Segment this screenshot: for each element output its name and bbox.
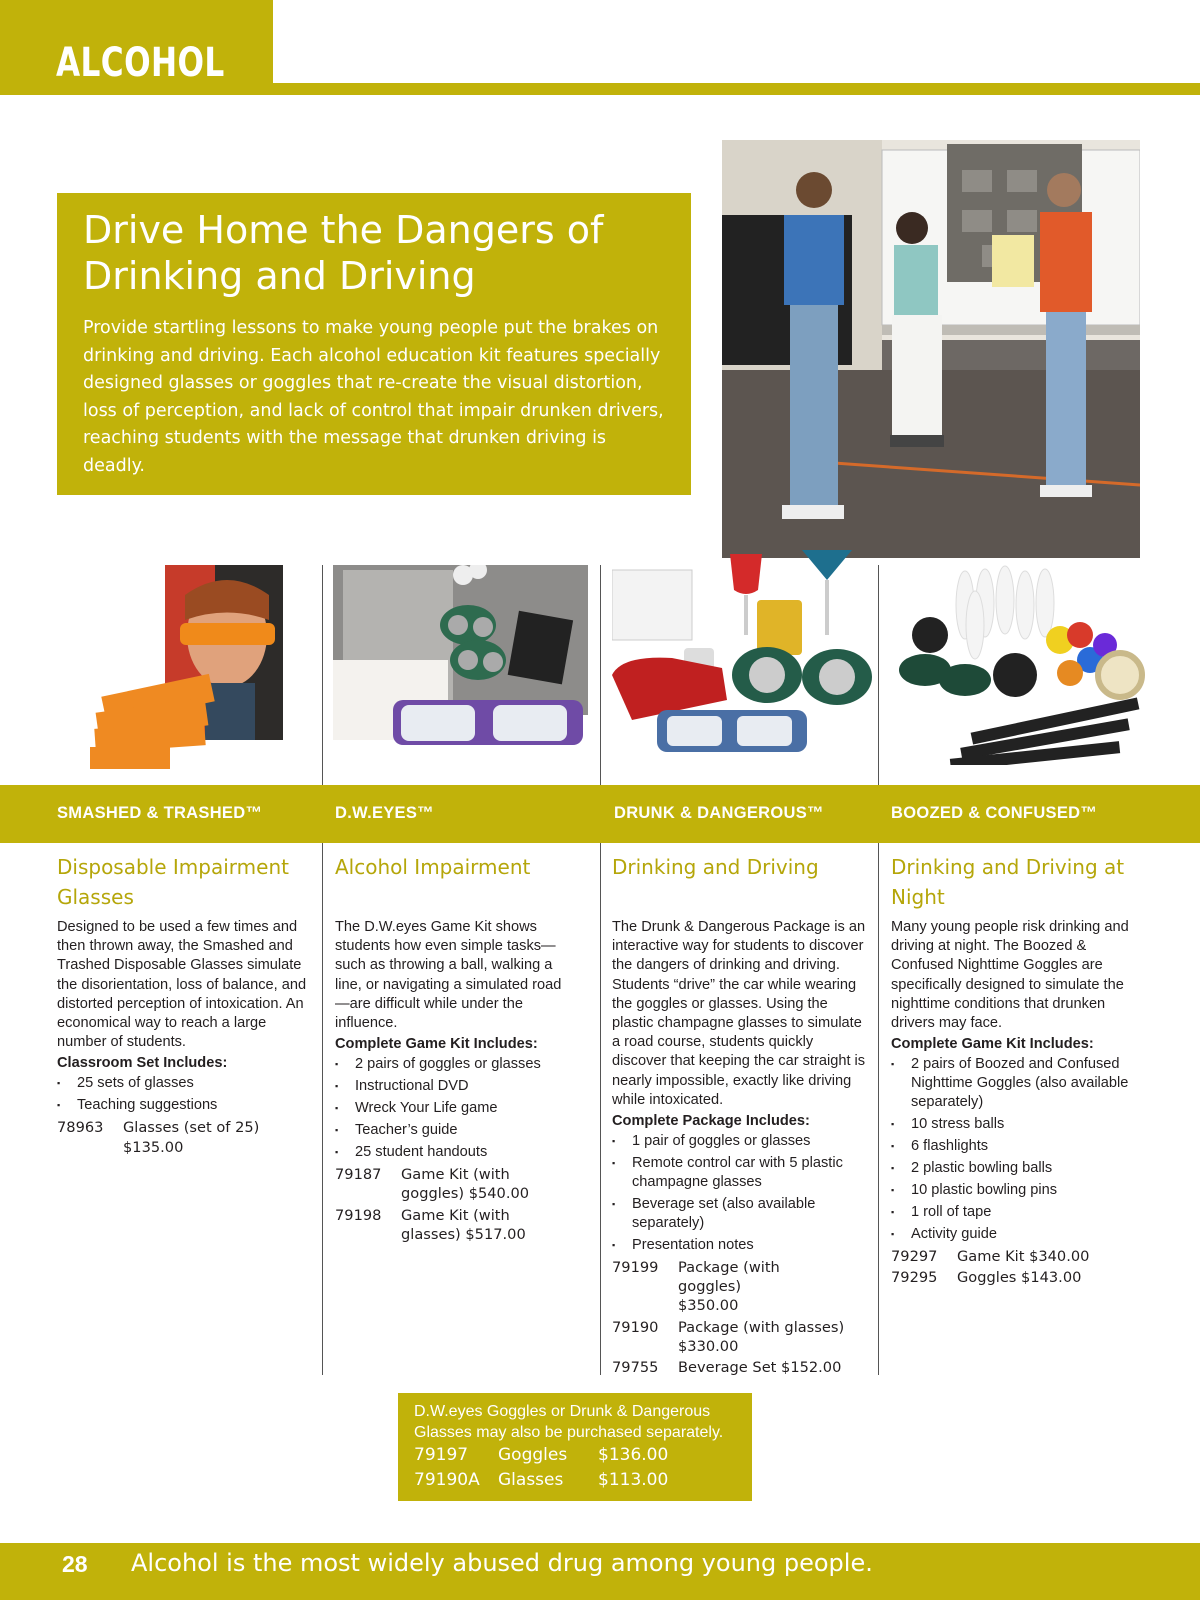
product-photo-3 xyxy=(612,550,877,765)
list-item: ▪ 10 plastic bowling pins xyxy=(891,1181,1141,1200)
item-code: 79199 xyxy=(612,1259,659,1277)
item-price: $113.00 xyxy=(598,1470,669,1490)
separate-purchase-note xyxy=(398,1393,752,1501)
item-price: Game Kit $340.00 xyxy=(957,1248,1090,1266)
intro-title xyxy=(83,207,665,299)
product-photo-4 xyxy=(890,565,1150,765)
item-price: Game Kit (with glasses) $517.00 xyxy=(401,1206,526,1243)
drunk-dangerous-kit-photo-icon xyxy=(612,550,877,765)
price-row xyxy=(335,1206,575,1244)
product-photo-1 xyxy=(85,565,285,775)
product-description: Many young people risk drinking and driving at night. The Boozed & Confused Nighttime Goggles are specifically designed to simulate the nighttime conditions that drunken drivers may face. xyxy=(891,919,1129,1032)
price-row xyxy=(612,1258,867,1316)
list-item: ▪ 25 sets of glasses xyxy=(57,1074,312,1093)
list-item: ▪ 2 pairs of Boozed and Confused Nighttime Goggles (also available separately) xyxy=(891,1055,1141,1112)
item-price: Beverage Set $152.00 xyxy=(678,1359,842,1377)
column-divider xyxy=(600,565,601,1375)
header-rule xyxy=(273,83,1200,95)
list-item: ▪ Teacher’s guide xyxy=(335,1121,575,1140)
item-price: Package (with goggles) $350.00 xyxy=(678,1259,780,1315)
list-item: ▪ 25 student handouts xyxy=(335,1143,575,1162)
dw-eyes-kit-photo-icon xyxy=(333,565,588,765)
price-row xyxy=(891,1247,1141,1266)
product-title: Disposable Impairment Glasses xyxy=(57,855,289,909)
item-price: Goggles $143.00 xyxy=(957,1269,1082,1287)
includes-label: Complete Game Kit Includes: xyxy=(335,1036,538,1053)
list-item: ▪ 2 pairs of goggles or glasses xyxy=(335,1055,575,1074)
item-code: 79198 xyxy=(335,1206,382,1224)
item-code: 79190 xyxy=(612,1318,659,1336)
includes-list xyxy=(335,1055,575,1162)
list-item: ▪ Teaching suggestions xyxy=(57,1096,312,1115)
list-item: ▪ Beverage set (also available separately) xyxy=(612,1195,867,1233)
list-item: ▪ 10 stress balls xyxy=(891,1115,1141,1134)
list-item: ▪ Remote control car with 5 plastic champagne glasses xyxy=(612,1154,867,1192)
includes-list xyxy=(57,1074,312,1115)
brand-label-smashed-trashed: SMASHED & TRASHED™ xyxy=(57,804,263,822)
section-title: ALCOHOL xyxy=(56,40,225,86)
list-item: ▪ 6 flashlights xyxy=(891,1137,1141,1156)
item-code: 79197 xyxy=(414,1445,469,1465)
item-code: 79755 xyxy=(612,1359,659,1377)
item-code: 79190A xyxy=(414,1470,480,1490)
includes-label: Complete Package Includes: xyxy=(612,1113,810,1130)
product-title: Alcohol Impairment xyxy=(335,855,531,879)
product-column-boozed-confused xyxy=(891,852,1141,1288)
note-price-row xyxy=(414,1468,736,1493)
list-item: ▪ 1 pair of goggles or glasses xyxy=(612,1132,867,1151)
price-row xyxy=(612,1318,867,1356)
product-title: Drinking and Driving xyxy=(612,855,819,879)
boozed-confused-kit-photo-icon xyxy=(890,565,1150,765)
note-text: D.W.eyes Goggles or Drunk & Dangerous Glasses may also be purchased separately. xyxy=(414,1403,724,1441)
item-price: Game Kit (with goggles) $540.00 xyxy=(401,1166,530,1203)
includes-label: Classroom Set Includes: xyxy=(57,1055,228,1072)
column-divider xyxy=(322,565,323,1375)
item-price: Package (with glasses) $330.00 xyxy=(678,1318,845,1355)
includes-label: Complete Game Kit Includes: xyxy=(891,1036,1094,1053)
list-item: ▪ Wreck Your Life game xyxy=(335,1099,575,1118)
item-price: $136.00 xyxy=(598,1445,669,1465)
brand-label-drunk-dangerous: DRUNK & DANGEROUS™ xyxy=(614,804,824,822)
list-item: ▪ 1 roll of tape xyxy=(891,1203,1141,1222)
item-code: 79187 xyxy=(335,1166,382,1184)
product-title: Drinking and Driving at Night xyxy=(891,855,1125,909)
price-row xyxy=(891,1268,1141,1287)
product-column-dw-eyes xyxy=(335,852,575,1244)
product-description: The D.W.eyes Game Kit shows students how even simple tasks—such as throwing a ball, walking a line, or navigating a simulated road—are difficult while under the influence. xyxy=(335,919,562,1032)
product-photo-2 xyxy=(333,565,588,765)
item-code: 78963 xyxy=(57,1119,104,1137)
photo-students-goggles-icon xyxy=(722,140,1140,558)
list-item: ▪ Instructional DVD xyxy=(335,1077,575,1096)
product-description: Designed to be used a few times and then thrown away, the Smashed and Trashed Disposable Glasses simulate the disorientation, loss of balance, and distorted perception of intoxication. An economical way to reach a large number of students. xyxy=(57,919,307,1051)
product-description: The Drunk & Dangerous Package is an interactive way for students to discover the dangers of drinking and driving. Students “drive” the car while wearing the goggles or glasses. Using the plastic champagne glasses to simulate a road course, students quickly discover that keeping the car straight is nearly impossible, exactly like driving while intoxicated. xyxy=(612,919,866,1108)
price-row xyxy=(57,1118,312,1156)
price-row xyxy=(612,1358,867,1377)
product-column-drunk-dangerous xyxy=(612,852,867,1377)
item-price: Glasses (set of 25) $135.00 xyxy=(123,1119,260,1156)
brand-label-dw-eyes: D.W.EYES™ xyxy=(335,804,434,822)
item-name: Glasses xyxy=(498,1470,564,1490)
item-code: 79295 xyxy=(891,1269,938,1287)
includes-list xyxy=(612,1132,867,1255)
list-item: ▪ Presentation notes xyxy=(612,1236,867,1255)
includes-list xyxy=(891,1055,1141,1244)
hero-photo xyxy=(722,140,1140,558)
product-column-smashed-trashed xyxy=(57,852,312,1157)
column-divider xyxy=(878,565,879,1375)
intro-title-line2: Drinking and Driving xyxy=(83,254,476,298)
brand-label-boozed-confused: BOOZED & CONFUSED™ xyxy=(891,804,1098,822)
page-number: 28 xyxy=(62,1551,88,1577)
item-code: 79297 xyxy=(891,1248,938,1266)
list-item: ▪ 2 plastic bowling balls xyxy=(891,1159,1141,1178)
note-price-row xyxy=(414,1443,736,1468)
intro-box xyxy=(57,193,691,495)
list-item: ▪ Activity guide xyxy=(891,1225,1141,1244)
intro-title-line1: Drive Home the Dangers of xyxy=(83,208,604,252)
item-name: Goggles xyxy=(498,1445,568,1465)
disposable-glasses-photo-icon xyxy=(85,565,285,775)
footer-tagline: Alcohol is the most widely abused drug among young people. xyxy=(131,1549,873,1577)
price-row xyxy=(335,1165,575,1203)
intro-body: Provide startling lessons to make young people put the brakes on drinking and driving. Each alcohol education kit features specially designed glasses or goggles that re-create the visual distortion, loss of perception, and lack of control that impair drunken drivers, reaching students with the message that drunken driving is deadly. xyxy=(83,318,664,476)
